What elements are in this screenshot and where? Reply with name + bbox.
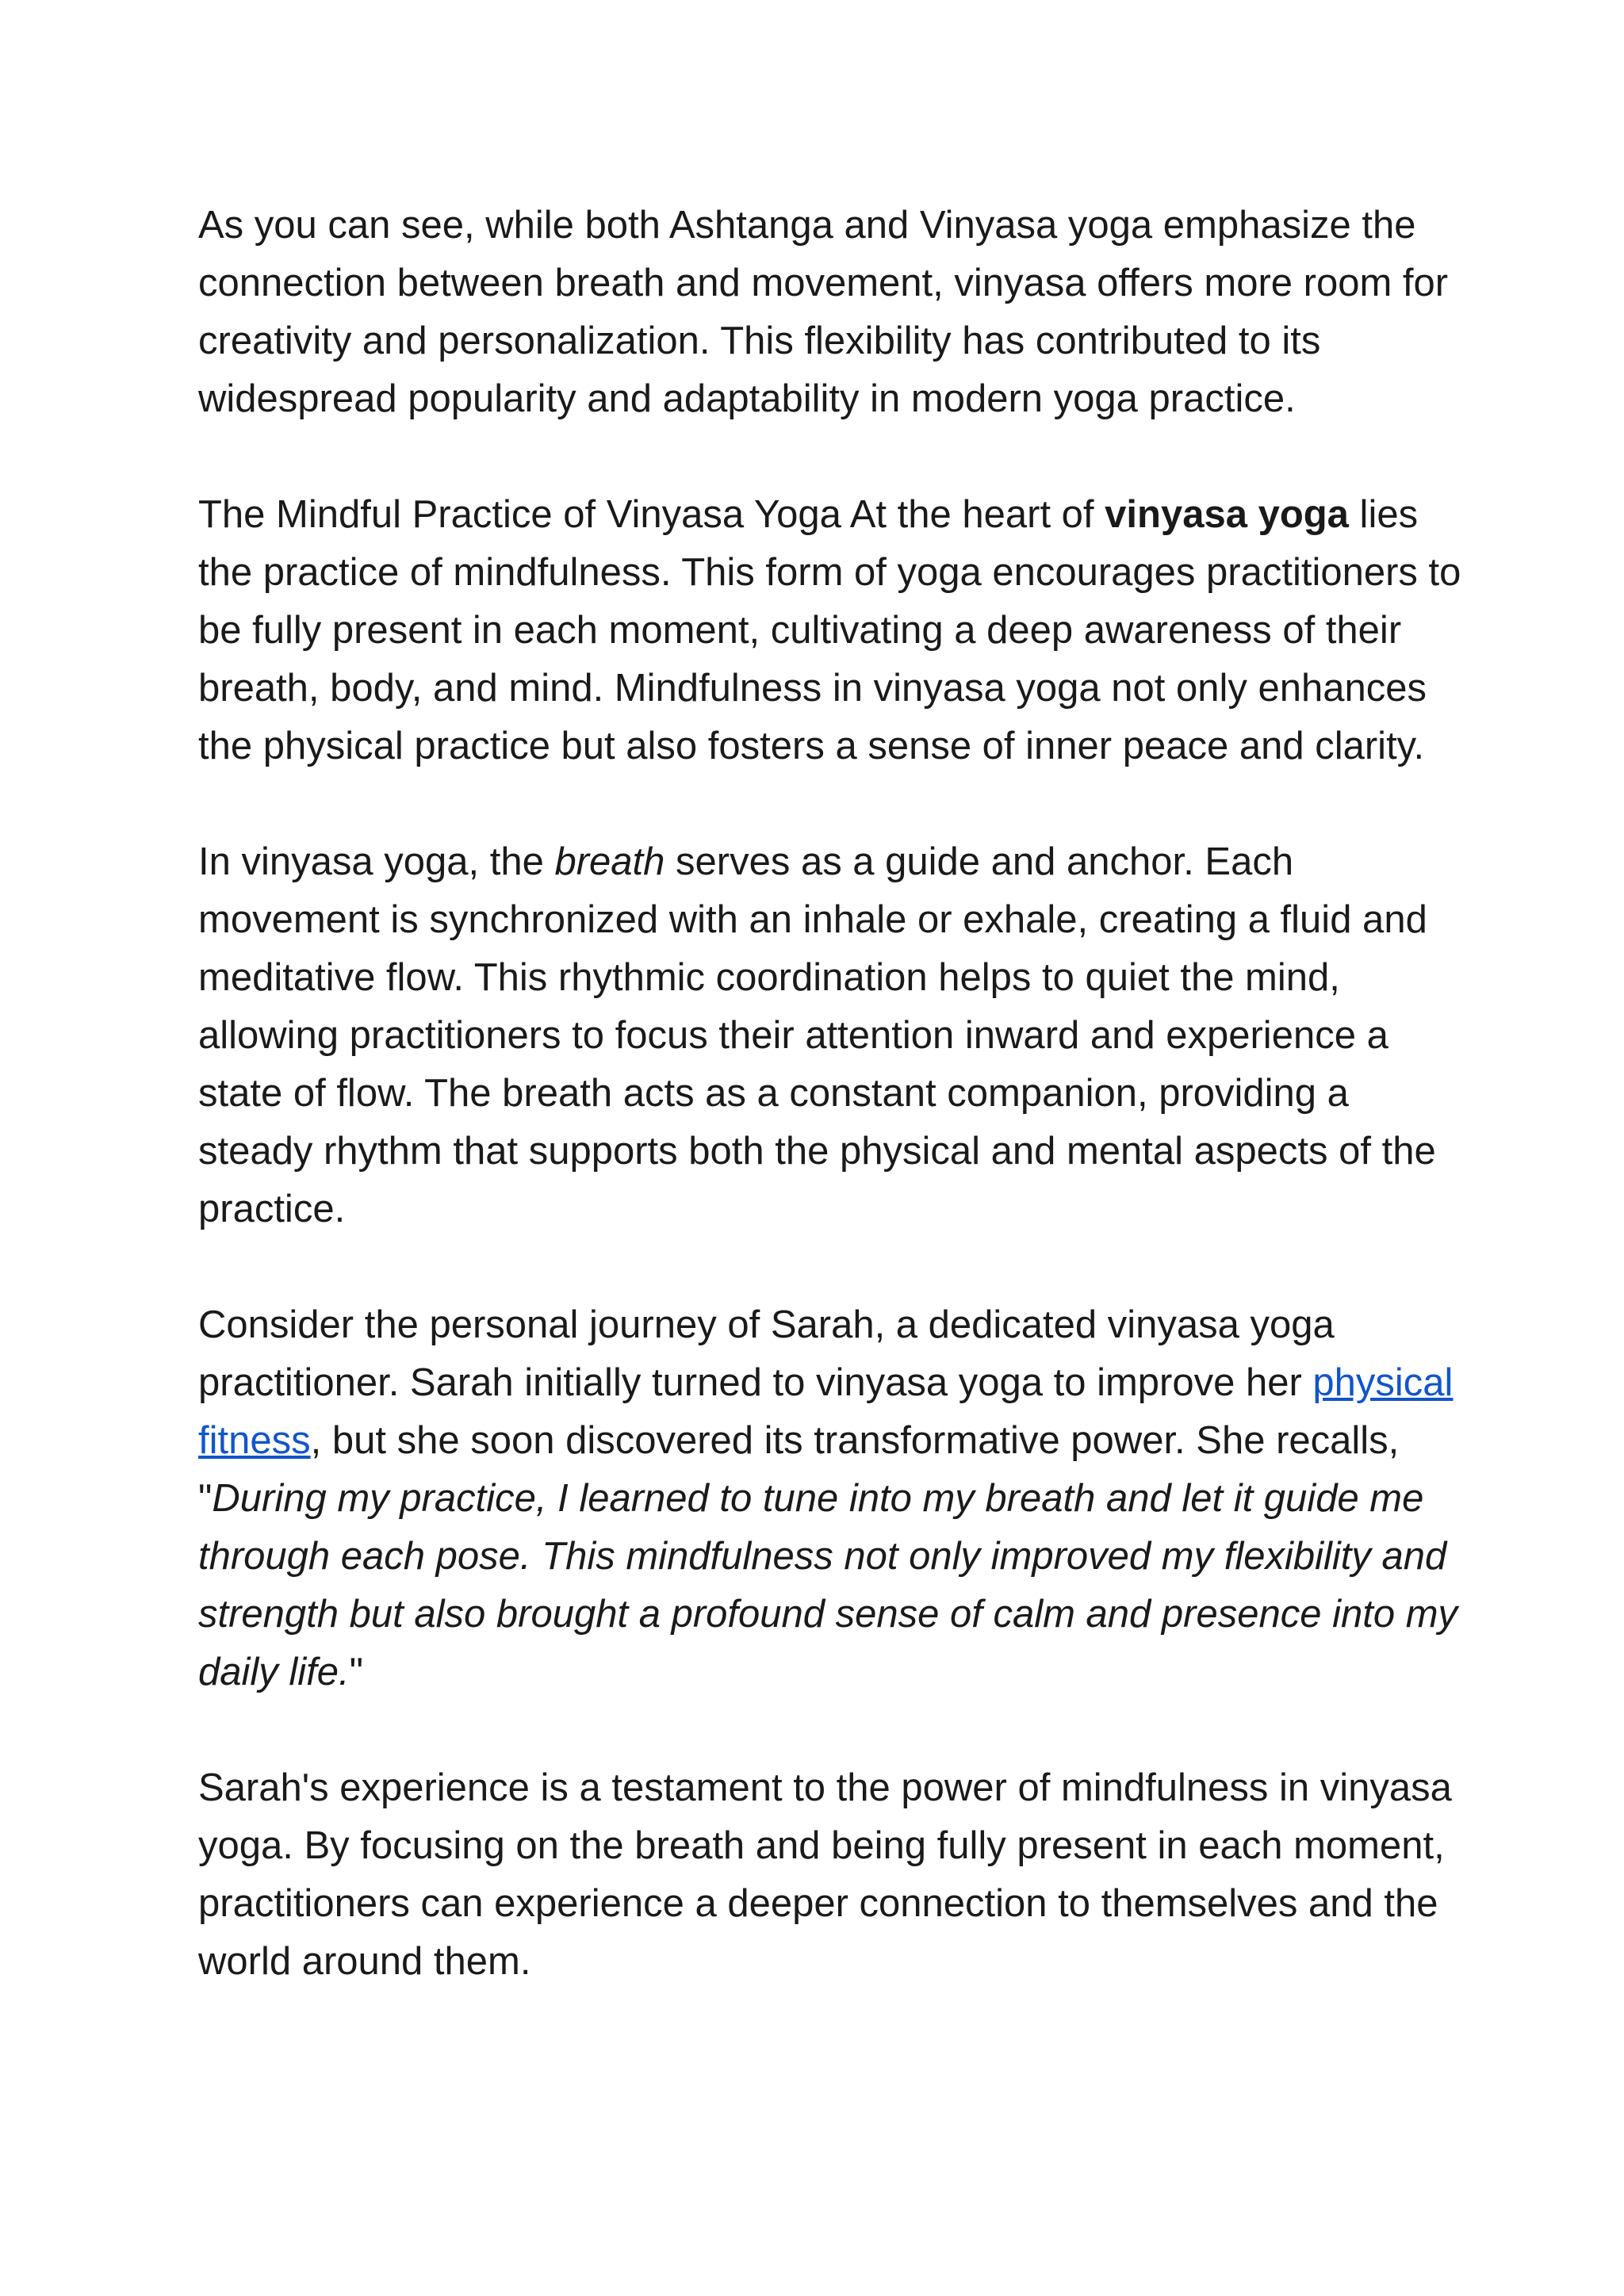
paragraph-mindful-practice — [198, 486, 1467, 775]
paragraph-text: lies the practice of mindfulness. This form of yoga encourages practitioners to be fully present in each moment, cultivating a deep awareness of their breath, body, and mind. Mindfulness in vinyasa yoga not only enhances the physical practice but also fosters a sense of inner peace and clarity. — [198, 493, 1461, 767]
paragraph-conclusion: Sarah's experience is a testament to the power of mindfulness in vinyasa yoga. By focusing on the breath and being fully present in each moment, practitioners can experience a deeper connection to themselves and the world around them. — [198, 1766, 1452, 1983]
paragraph-text: In vinyasa yoga, the — [198, 840, 555, 883]
paragraph-breath — [198, 833, 1467, 1238]
closing-quote-mark: " — [349, 1651, 364, 1693]
paragraph-comparison-summary: As you can see, while both Ashtanga and Vinyasa yoga emphasize the connection between breath and movement, vinyasa offers more room for creativity and personalization. This flexibility has contributed to its widespread popularity and adaptability in modern yoga practice. — [198, 204, 1449, 420]
paragraph-text: , but she soon discovered its transformative power. She recalls, " — [198, 1419, 1400, 1520]
paragraph-text: Consider the personal journey of Sarah, a dedicated vinyasa yoga practitioner. Sarah initially turned to vinyasa yoga to improve her — [198, 1303, 1335, 1404]
paragraph-sarah-journey — [198, 1296, 1467, 1701]
italic-term-breath: breath — [554, 840, 665, 883]
document-body — [198, 197, 1467, 1991]
sarah-quote: During my practice, I learned to tune into my breath and let it guide me through each pose. This mindfulness not only improved my flexibility and strength but also brought a profound sense of calm and presence into my daily life. — [198, 1477, 1458, 1693]
physical-fitness-link[interactable]: physical fitness — [198, 1361, 1454, 1462]
paragraph-text: The Mindful Practice of Vinyasa Yoga At the heart of — [198, 493, 1105, 536]
bold-term-vinyasa-yoga: vinyasa yoga — [1105, 493, 1349, 536]
paragraph-text: serves as a guide and anchor. Each movement is synchronized with an inhale or exhale, creating a fluid and meditative flow. This rhythmic coordination helps to quiet the mind, allowing practitioners to focus their attention inward and experience a state of flow. The breath acts as a constant companion, providing a steady rhythm that supports both the physical and mental aspects of the practice. — [198, 840, 1436, 1230]
